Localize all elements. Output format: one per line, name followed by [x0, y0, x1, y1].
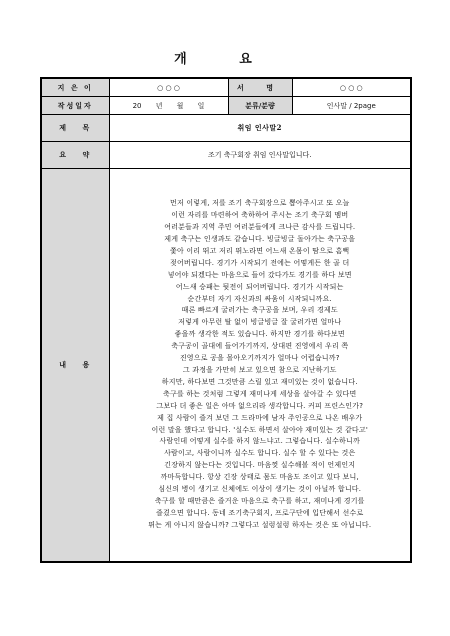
content-line: 심신의 병이 생기고 신체에도 이상이 생기는 것이 아닐까 합니다.	[158, 485, 362, 494]
content-line: 쫓아 이리 뛰고 저리 뛰노라면 어느새 온몸이 땀으로 흠뻑	[169, 246, 350, 255]
content-line: 긴장하지 않는다는 것입니다. 마음껏 실수해볼 적이 언제인지	[164, 461, 356, 470]
summary-form-table	[40, 77, 412, 563]
content-line: 진영으로 공을 몰아오기까지가 얼마나 어렵습니까?	[179, 354, 340, 363]
author-label: 지 은 이	[41, 78, 109, 97]
content-line: 하지만, 하다보면 그것만큼 스릴 있고 재미있는 것이 없습니다.	[161, 377, 358, 386]
content-line: 젖어버립니다. 경기가 시작되기 전에는 어떻게든 한 골 더	[169, 258, 350, 267]
content-label: 내 용	[41, 169, 109, 563]
content-line: 축구를 할 때만큼은 즐거운 마음으로 축구를 하고, 재미나게 경기를	[154, 496, 365, 505]
content-line: 좋을까 생각한 적도 있습니다. 하지만 경기를 하다보면	[174, 330, 345, 339]
subject-label: 제 목	[41, 115, 109, 142]
document-title: 개 요	[174, 52, 276, 67]
content-line: 그 과정을 가만히 보고 있으면 참으로 지난하기도	[182, 366, 337, 374]
content-line: 사람인데 어떻게 실수를 하지 않느냐고. 그렇습니다. 실수하니까	[159, 437, 360, 446]
summary-value: 조기 축구회장 취임 인사말입니다.	[109, 142, 411, 169]
content-line: 까마득합니다. 항상 긴장 상태로 몸도 마음도 조이고 있다 보니,	[160, 473, 359, 482]
content-line: 저렇게 아무런 탈 없이 빙글빙글 잘 굴러가면 얼마나	[178, 318, 342, 327]
content-line: 사람이고, 사람이니까 실수도 합니다. 실수 할 수 있다는 것은	[164, 449, 356, 458]
content-line: 축구공이 골대에 들어가기까지, 상대편 진영에서 우리 쪽	[171, 342, 349, 351]
content-line: 축구를 하는 것처럼 그렇게 재미나게 세상을 살아갈 수 있다면	[163, 389, 357, 398]
author-value: ○ ○ ○	[109, 78, 228, 97]
content-line: 먼저 이렇게, 저를 조기 축구회장으로 뽑아주시고 또 오늘	[169, 199, 350, 208]
summary-label: 요 약	[41, 142, 109, 169]
content-line: 이런 말을 했다고 합니다. '실수도 하면서 살아야 재미있는 것 같다고'	[151, 425, 368, 434]
content-line: 즐겼으면 합니다. 동네 조기축구회지, 프로구단에 입단해서 선수로	[156, 508, 364, 517]
content-line: 제 집 사람이 즐겨 보던 그 드라마에 남자 주인공으로 나온 배우가	[157, 413, 363, 422]
category-label: 분류/분량	[228, 97, 292, 115]
content-line: 때론 빠르게 굴러가는 축구공을 보며, 우리 경제도	[181, 306, 338, 315]
date-value: 20 년 월 일	[109, 97, 228, 115]
content-line: 어느새 승패는 뒷전이 되어버립니다. 경기가 시작되는	[175, 282, 344, 291]
content-line: 넣어야 되겠다는 마음으로 들어 갔다가도 경기를 하다 보면	[167, 270, 352, 279]
content-body	[109, 169, 411, 563]
content-line: 순간부터 자기 자신과의 싸움이 시작되니까요.	[187, 294, 332, 303]
content-line: 이런 자리를 마련하여 축하하여 주시는 조기 축구회 멤버	[171, 211, 349, 220]
content-line: 여러분들과 지역 주민 여러분들에게 크나큰 감사를 드립니다.	[164, 223, 356, 232]
content-line: 그보다 더 좋은 일은 아마 없으리라 생각합니다. 커피 프린스인가?	[156, 401, 364, 410]
date-label: 작성일자	[41, 97, 109, 115]
signature-label: 서 명	[228, 78, 292, 97]
subject-value: 취임 인사말2	[109, 115, 411, 142]
content-line: 뛰는 게 아니지 않습니까? 그렇다고 설렁설렁 하자는 것은 또 아닙니다.	[148, 520, 372, 529]
signature-value: ○ ○ ○	[292, 78, 411, 97]
content-line: 제게 축구는 인생과도 같습니다. 빙글빙글 돌아가는 축구공을	[164, 235, 356, 244]
category-value: 인사말 / 2page	[292, 97, 411, 115]
